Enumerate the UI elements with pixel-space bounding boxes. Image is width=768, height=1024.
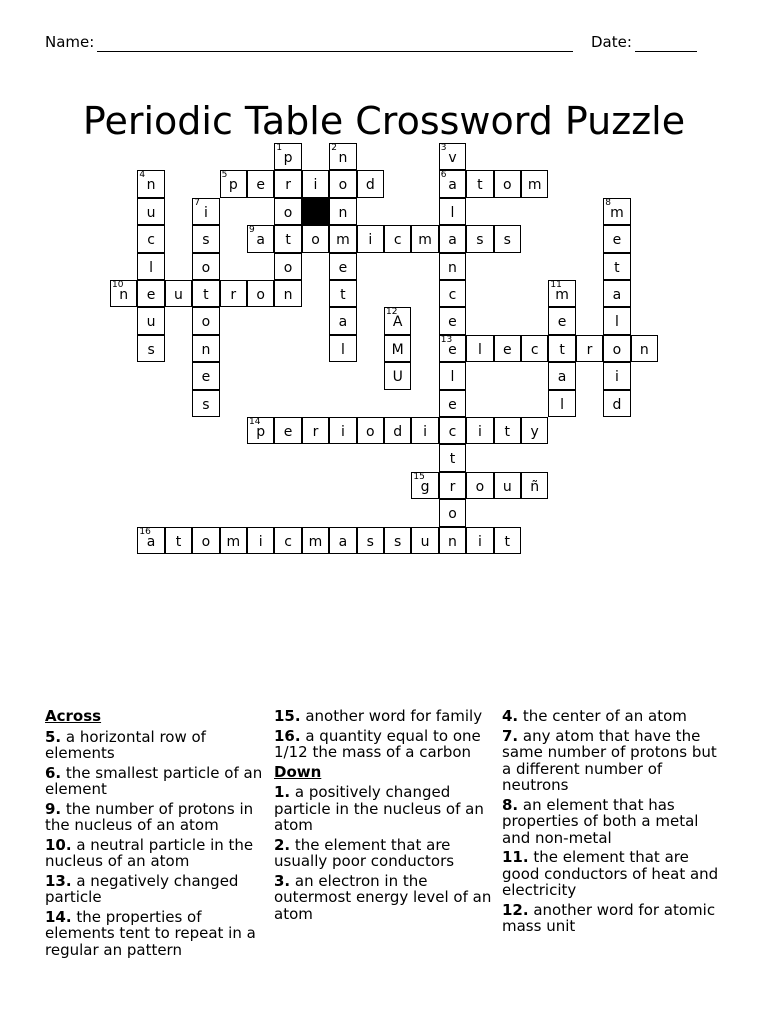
clue-text: the element that are good conductors of heat and electricity [502,848,719,899]
cell-letter: u [146,314,156,331]
cell-letter: s [202,232,210,249]
grid-cell[interactable] [329,417,356,444]
clue-text: a horizontal row of elements [45,727,206,762]
down-clues-part2 [502,708,720,935]
grid-cell[interactable] [247,280,274,307]
grid-cell[interactable] [329,335,356,362]
cell-letter: t [340,287,346,303]
cell-letter: e [448,314,457,331]
page-title: Periodic Table Crossword Puzzle [82,99,686,144]
cell-letter: d [365,177,375,194]
clue-text: the center of an atom [518,707,687,725]
grid-cell[interactable] [329,225,356,252]
cell-letter: i [340,424,345,440]
cell-number: 4 [139,170,146,181]
cell-letter: n [146,177,156,194]
clue-number: 2. [274,835,291,854]
cell-letter: g [420,478,430,495]
clue-number: 1. [274,783,291,801]
cell-letter: v [448,150,457,166]
grid-cell[interactable] [247,170,274,197]
cell-letter: e [256,177,265,194]
cell-letter: i [258,533,263,550]
clue-text: another word for family [300,707,483,725]
cell-letter: e [502,341,512,358]
clue-text: a quantity equal to one 1/12 the mass of a carbon [274,726,481,761]
cell-letter: o [475,478,485,495]
clue-number: 8. [502,795,519,814]
cell-number: 2 [331,143,337,153]
clue-number: 10. [45,835,72,854]
grid-cell[interactable] [466,417,493,444]
clue-item [274,728,496,761]
cell-letter: c [147,232,155,249]
cell-letter: o [448,506,457,523]
cell-letter: t [504,533,511,550]
cell-letter: o [283,259,293,276]
grid-cell[interactable] [329,170,356,197]
cell-letter: n [283,287,293,303]
grid-cell[interactable] [220,170,247,197]
grid-cell[interactable] [494,335,521,362]
cell-number: 1 [276,143,283,153]
cell-number: 16 [139,526,151,537]
grid-cell[interactable] [439,170,466,197]
clue-item [274,708,496,725]
cell-letter: r [312,424,319,440]
grid-cell[interactable] [302,527,329,554]
grid-cell[interactable] [384,417,411,444]
cell-number: 5 [221,170,228,181]
clue-text: the properties of elements tent to repeat in a regular an pattern [45,907,256,959]
grid-cell[interactable] [439,307,466,334]
clue-text: any atom that have the same number of protons but a different number of neutrons [502,726,717,794]
cell-letter: r [586,341,593,358]
cell-letter: o [311,232,320,249]
cell-letter: l [450,204,455,221]
cell-letter: n [201,341,211,358]
grid-cell[interactable] [274,280,301,307]
grid-cell[interactable] [192,280,219,307]
cell-letter: s [503,232,511,249]
cell-number: 6 [440,170,447,181]
grid-cell[interactable] [192,527,219,554]
clue-item [502,728,720,794]
clue-column-2 [274,708,496,925]
clue-number: 6. [45,763,62,782]
cell-letter: s [394,533,402,550]
across-clues-part1 [45,729,267,959]
cell-letter: c [284,533,292,550]
cell-letter: t [614,259,620,276]
grid-cell[interactable] [329,307,356,334]
cell-letter: l [450,369,455,386]
grid-cell[interactable] [274,225,301,252]
grid-cell[interactable] [247,527,274,554]
grid-cell[interactable] [192,307,219,334]
grid-cell[interactable] [466,170,493,197]
cell-letter: o [256,287,265,303]
cell-letter: y [530,424,539,440]
grid-cell[interactable] [548,362,575,389]
grid-cell[interactable] [137,170,164,197]
grid-cell[interactable] [603,390,630,417]
grid-cell[interactable] [439,472,466,499]
grid-cell[interactable] [329,198,356,225]
cell-letter: a [448,177,457,194]
cell-letter: i [477,424,482,440]
cell-letter: m [555,287,569,303]
clue-item [274,873,496,923]
clue-text: a positively changed particle in the nucleus of an atom [274,783,484,834]
grid-cell[interactable] [548,307,575,334]
clue-item [502,708,720,725]
cell-number: 7 [194,197,200,208]
cell-letter: m [527,177,542,194]
grid-cell[interactable] [494,170,521,197]
cell-letter: e [557,314,567,331]
grid-cell[interactable] [384,362,411,389]
cell-letter: ñ [530,478,540,495]
grid-cell[interactable] [494,225,521,252]
cell-letter: a [448,232,457,249]
cell-letter: m [336,232,350,249]
grid-cell[interactable] [329,280,356,307]
clue-item [502,902,720,935]
clue-text: another word for atomic mass unit [502,900,716,935]
cell-letter: u [420,533,430,550]
grid-cell[interactable] [494,472,521,499]
clue-number: 3. [274,871,291,890]
cell-letter: o [612,341,622,358]
grid-cell[interactable] [603,307,630,334]
clue-number: 9. [45,799,62,818]
clue-item [45,729,267,762]
grid-cell[interactable] [631,335,658,362]
clue-item [45,801,267,834]
cell-letter: a [146,533,156,550]
clue-item [45,873,267,906]
clue-number: 13. [45,871,72,890]
grid-cell[interactable] [548,390,575,417]
cell-letter: t [449,451,456,468]
grid-cell[interactable] [466,225,493,252]
cell-number: 12 [386,307,398,318]
clue-number: 15. [274,707,301,725]
grid-cell[interactable] [466,527,493,554]
grid-cell[interactable] [274,253,301,280]
grid-cell[interactable] [165,527,192,554]
grid-cell[interactable] [521,335,548,362]
grid-cell[interactable] [466,472,493,499]
grid-cell[interactable] [357,527,384,554]
down-clues-part1 [274,784,496,922]
cell-letter: e [448,396,457,413]
cell-letter: o [338,177,348,194]
grid-cell[interactable] [439,390,466,417]
cell-letter: d [393,424,403,440]
down-heading: Down [274,762,322,781]
cell-letter: l [340,341,345,358]
clue-item [45,909,267,959]
cell-letter: t [559,341,565,358]
grid-cell[interactable] [302,417,329,444]
clue-item [274,784,496,834]
grid-cell[interactable] [548,335,575,362]
cell-letter: e [146,287,156,303]
cell-letter: n [338,204,348,221]
cell-letter: u [174,287,183,303]
cell-number: 10 [112,280,124,290]
grid-cell[interactable] [384,527,411,554]
cell-letter: a [338,533,348,550]
grid-cell[interactable] [466,335,493,362]
cell-letter: a [557,369,567,386]
cell-letter: l [614,314,619,331]
cell-letter: e [201,369,211,386]
grid-cell[interactable] [137,335,164,362]
cell-number: 13 [440,334,453,345]
clue-column-3 [502,708,720,938]
grid-cell[interactable] [247,417,274,444]
clue-item [502,849,720,899]
clue-text: the smallest particle of an element [45,763,263,798]
grid-cell[interactable] [521,170,548,197]
grid-cell[interactable] [274,527,301,554]
grid-cell[interactable] [274,170,301,197]
grid-cell[interactable] [439,280,466,307]
cell-letter: i [203,204,208,221]
across-clues-part2 [274,708,496,761]
clue-text: an electron in the outermost energy level of an atom [274,871,492,923]
cell-letter: i [368,232,373,249]
cell-letter: u [502,478,512,495]
cell-letter: o [201,314,211,331]
grid-cell[interactable] [603,225,630,252]
grid-cell[interactable] [137,527,164,554]
grid-cell[interactable] [494,527,521,554]
cell-number: 15 [413,471,425,482]
cell-letter: l [149,259,154,276]
grid-cell[interactable] [192,390,219,417]
cell-letter: m [308,533,323,550]
grid-cell[interactable] [439,444,466,471]
clue-text: a neutral particle in the nucleus of an atom [45,835,254,870]
cell-number: 8 [605,197,611,208]
grid-cell[interactable] [521,417,548,444]
clue-item [274,837,496,870]
grid-cell[interactable] [384,335,411,362]
cell-letter: s [476,232,484,249]
clue-item [45,765,267,798]
grid-cell[interactable] [274,198,301,225]
grid-cell[interactable] [439,499,466,526]
grid-cell[interactable] [357,225,384,252]
grid-cell[interactable] [220,527,247,554]
cell-letter: o [201,533,211,550]
cell-letter: n [448,259,457,276]
clue-text: an element that has properties of both a metal and non-metal [502,795,699,847]
grid-cell[interactable] [247,225,274,252]
cell-letter: l [477,341,482,358]
grid-cell[interactable] [439,143,466,170]
grid-cell[interactable] [137,225,164,252]
cell-letter: p [256,424,266,440]
cell-letter: o [503,177,512,194]
cell-letter: e [338,259,348,276]
cell-letter: c [393,232,402,249]
cell-letter: u [146,204,156,221]
grid-cell[interactable] [192,253,219,280]
grid-cell[interactable] [302,225,329,252]
grid-cell[interactable] [411,527,438,554]
cell-letter: r [230,287,237,303]
grid-cell[interactable] [384,307,411,334]
clue-text: the element that are usually poor conductors [274,835,455,870]
clue-number: 12. [502,900,529,919]
across-heading: Across [45,707,102,725]
grid-cell[interactable] [137,307,164,334]
cell-letter: s [366,533,374,550]
grid-cell[interactable] [439,253,466,280]
cell-letter: o [201,259,211,276]
cell-number: 11 [550,280,562,290]
clue-number: 11. [502,848,529,866]
cell-letter: l [560,396,565,413]
cell-letter: t [477,177,483,194]
cell-number: 14 [249,417,261,427]
cell-letter: i [477,533,482,550]
cell-letter: t [285,232,291,249]
grid-cell[interactable] [439,335,466,362]
grid-cell[interactable] [411,225,438,252]
cell-letter: U [392,369,403,386]
cell-letter: p [283,150,293,166]
cell-letter: m [226,533,241,550]
cell-letter: i [313,177,318,194]
clues-section [45,708,725,1008]
grid-cell[interactable] [548,280,575,307]
cell-letter: c [448,287,457,303]
grid-cell[interactable] [137,253,164,280]
cell-letter: M [391,341,404,358]
cell-letter: n [338,150,348,166]
grid-cell[interactable] [439,362,466,389]
grid-cell[interactable] [329,527,356,554]
clue-number: 7. [502,726,519,745]
cell-letter: o [283,204,293,221]
cell-letter: n [639,341,649,358]
cell-letter: d [612,396,622,413]
cell-letter: t [175,533,182,550]
grid-cell[interactable] [439,198,466,225]
clue-text: a negatively changed particle [45,871,239,906]
name-label: Name: [45,33,95,51]
grid-cell[interactable] [220,280,247,307]
grid-cell[interactable] [576,335,603,362]
cell-letter: a [256,232,265,249]
grid-cell[interactable] [302,170,329,197]
cell-letter: i [614,369,619,386]
clue-item [502,797,720,847]
date-label: Date: [591,33,632,51]
cell-letter: s [147,341,155,358]
grid-cell[interactable] [439,527,466,554]
cell-letter: e [283,424,293,440]
grid-cell[interactable] [521,472,548,499]
grid-cell[interactable] [439,417,466,444]
cell-letter: t [504,424,511,440]
grid-cell[interactable] [439,225,466,252]
cell-letter: a [612,287,622,303]
clue-number: 4. [502,707,519,725]
cell-letter: A [392,314,403,331]
grid-cell[interactable] [384,225,411,252]
grid-cell[interactable] [274,143,301,170]
clue-text: the number of protons in the nucleus of an atom [45,799,254,834]
grid-cell[interactable] [603,280,630,307]
grid-cell[interactable] [411,472,438,499]
cell-letter: c [448,424,457,440]
clue-number: 5. [45,727,62,746]
grid-cell[interactable] [357,417,384,444]
cell-letter: p [228,177,238,194]
grid-cell[interactable] [274,417,301,444]
cell-letter: i [423,424,428,440]
cell-number: 9 [249,225,255,236]
grid-cell[interactable] [329,253,356,280]
cell-letter: n [448,533,457,550]
grid-cell[interactable] [494,417,521,444]
cell-letter: e [612,232,622,249]
grid-cell[interactable] [192,198,219,225]
grid-cell[interactable] [603,335,630,362]
cell-letter: r [285,177,291,194]
grid-cell[interactable] [192,362,219,389]
grid-cell-black [302,198,329,225]
grid-cell[interactable] [192,225,219,252]
grid-cell[interactable] [137,198,164,225]
cell-letter: m [610,204,624,221]
cell-letter: n [119,287,129,303]
grid-cell[interactable] [603,253,630,280]
cell-letter: s [202,396,210,413]
grid-cell[interactable] [110,280,137,307]
cell-number: 3 [440,143,447,153]
grid-cell[interactable] [165,280,192,307]
clue-item [45,837,267,870]
cell-letter: e [448,341,457,358]
cell-letter: a [338,314,348,331]
clue-column-1 [45,708,267,961]
clue-number: 14. [45,907,72,926]
grid-cell[interactable] [357,170,384,197]
grid-cell[interactable] [137,280,164,307]
cell-letter: r [449,478,456,495]
grid-cell[interactable] [603,198,630,225]
cell-letter: m [418,232,432,249]
cell-letter: c [530,341,539,358]
grid-cell[interactable] [603,362,630,389]
cell-letter: t [203,287,209,303]
clue-number: 16. [274,726,301,745]
grid-cell[interactable] [411,417,438,444]
grid-cell[interactable] [192,335,219,362]
grid-cell[interactable] [329,143,356,170]
cell-letter: o [366,424,375,440]
